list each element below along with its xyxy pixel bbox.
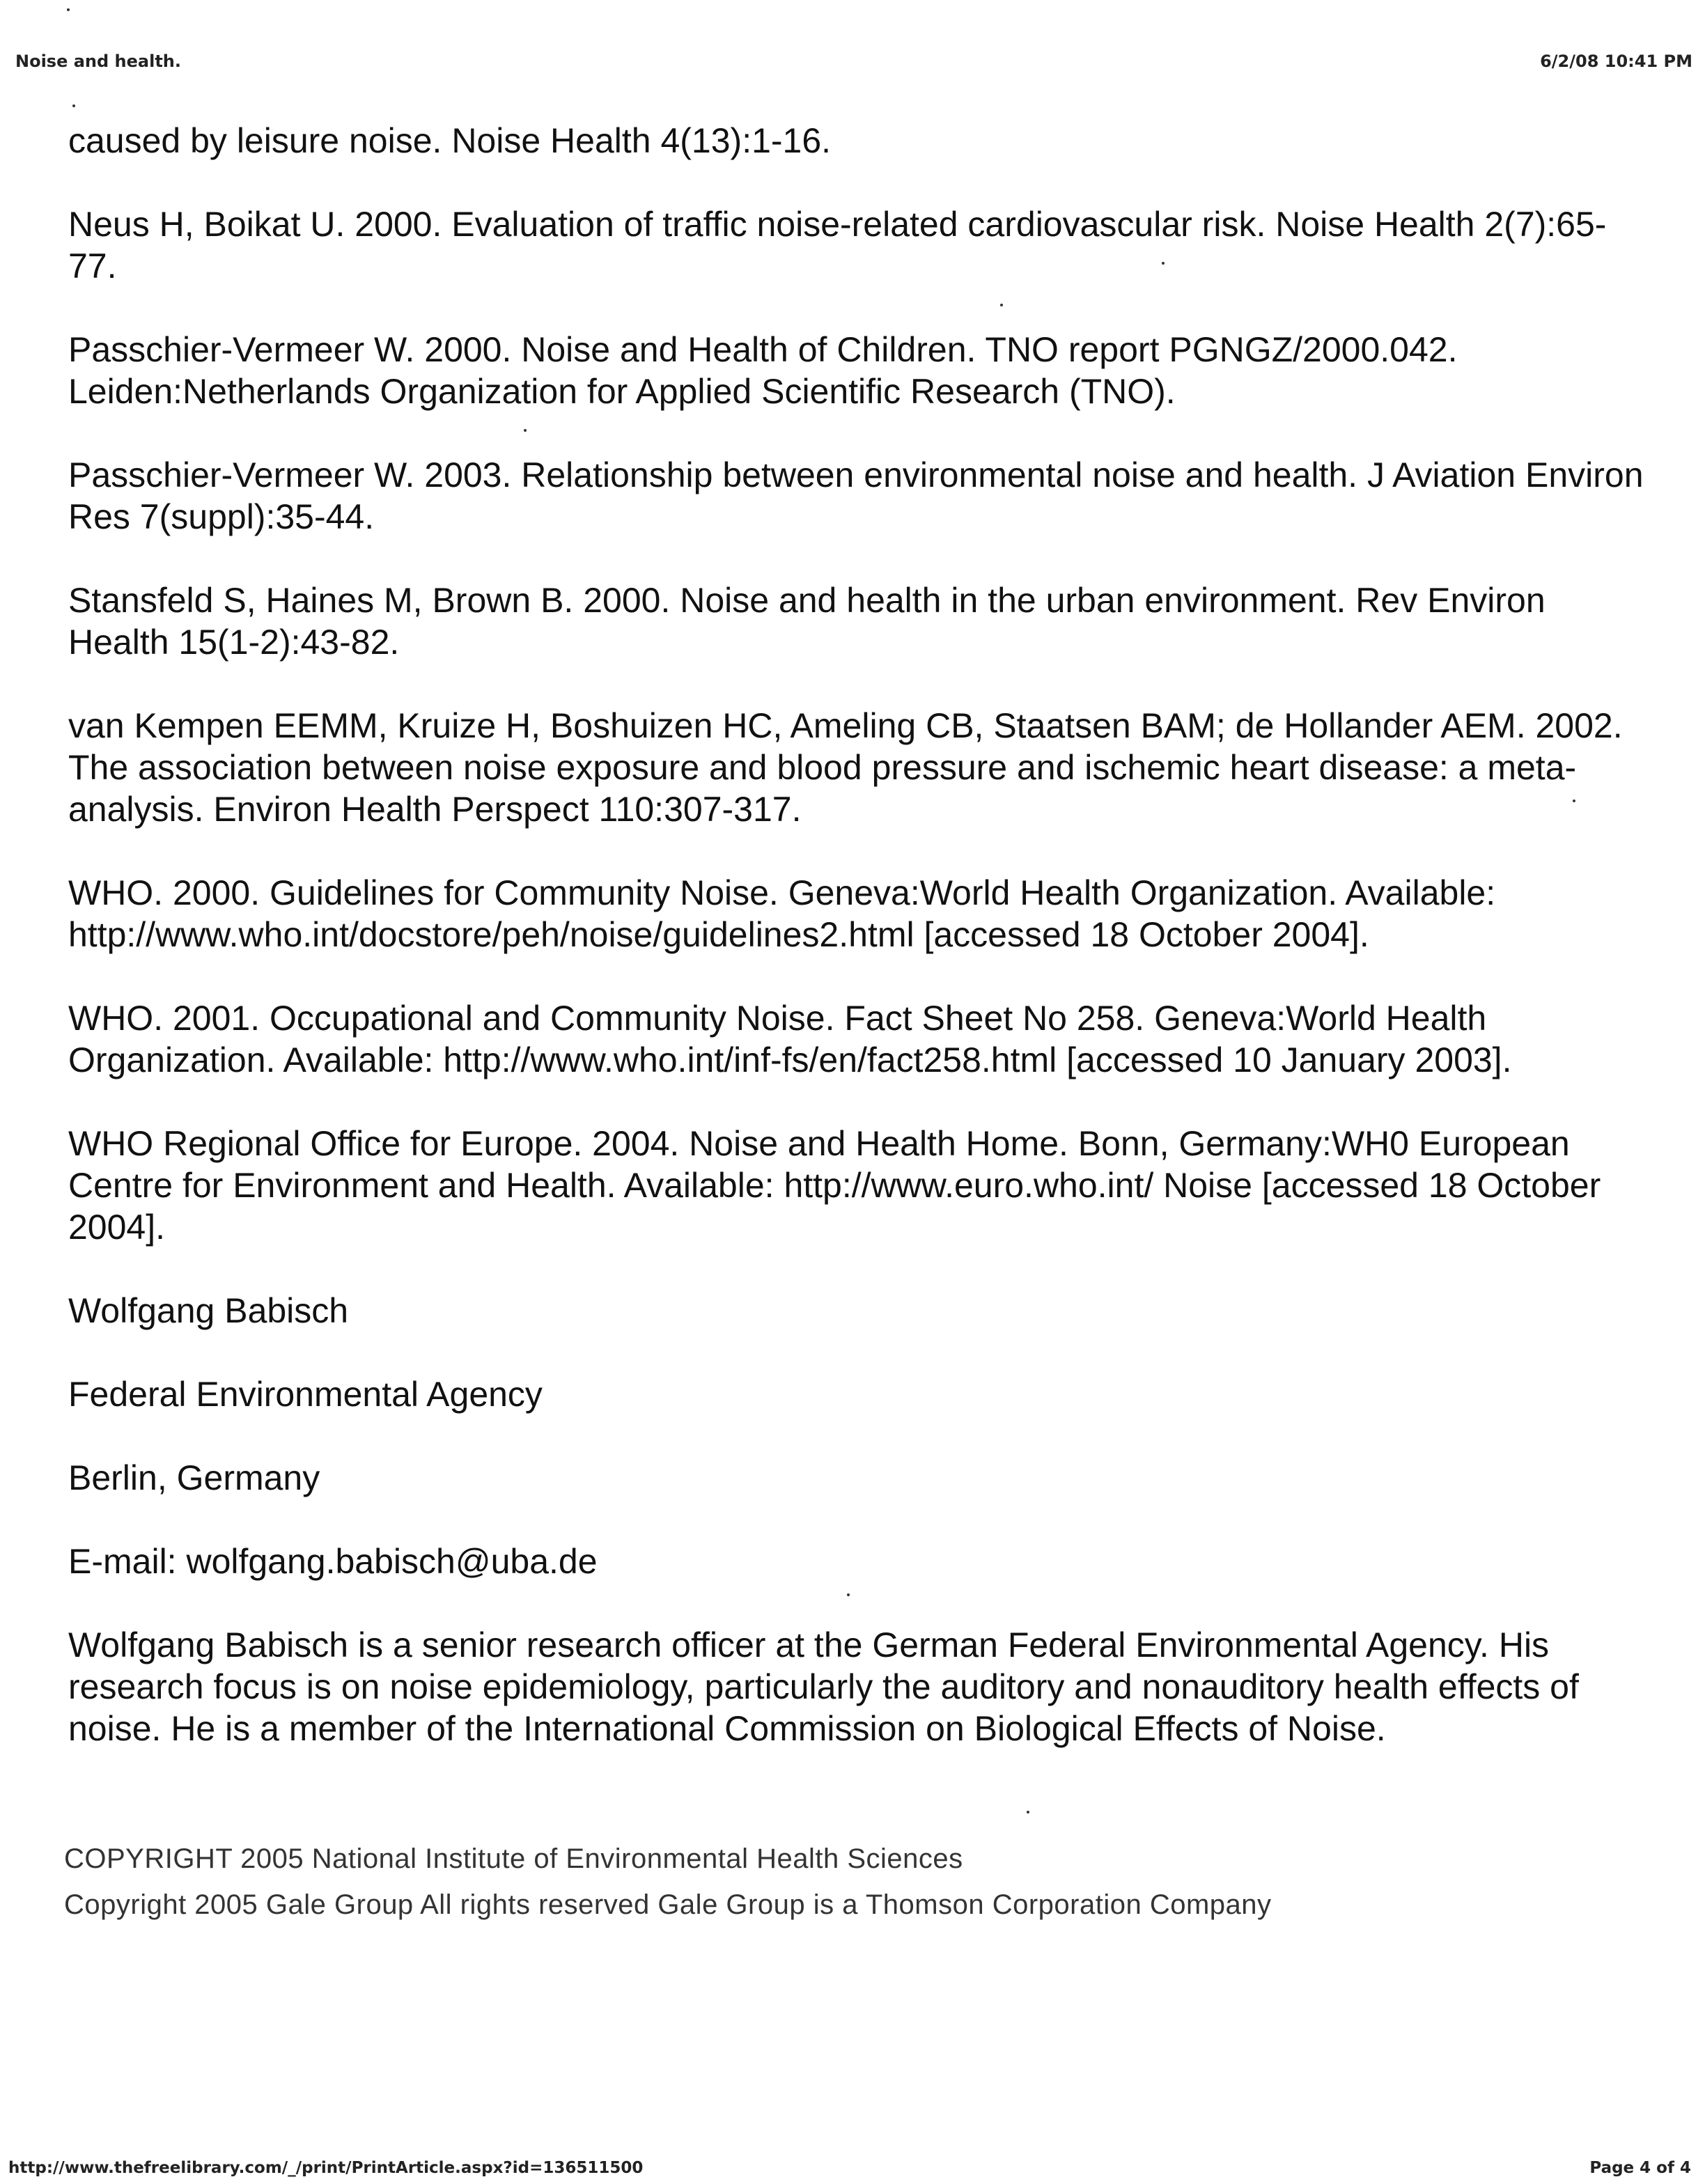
page-footer-url: http://www.thefreelibrary.com/_/print/PrintArticle.aspx?id=136511500 [8, 2159, 644, 2177]
reference-item: WHO. 2000. Guidelines for Community Noise. Geneva:World Health Organization. Available: http://www.who.int/docstore/peh/noise/guidelines2.html [accessed 18 October 2004]. [68, 873, 1496, 954]
author-bio: Wolfgang Babisch is a senior research officer at the German Federal Environmental Agency. His research focus is on noise epidemiology, particularly the auditory and nonauditory health effects of noise. He is a member of the International Commission on Biological Effects of Noise. [68, 1625, 1579, 1748]
scan-speck [1000, 304, 1003, 306]
page-footer-page-number: Page 4 of 4 [1589, 2159, 1691, 2177]
reference-item: Neus H, Boikat U. 2000. Evaluation of traffic noise-related cardiovascular risk. Noise Health 2(7):65-77. [68, 205, 1607, 286]
copyright-block [64, 1836, 1272, 1928]
copyright-line: COPYRIGHT 2005 National Institute of Environmental Health Sciences [64, 1843, 963, 1874]
scan-speck [524, 429, 527, 432]
article-body [68, 120, 1649, 1749]
scan-speck [67, 8, 70, 11]
reference-item: caused by leisure noise. Noise Health 4(13):1-16. [68, 121, 832, 160]
reference-item: WHO. 2001. Occupational and Community Noise. Fact Sheet No 258. Geneva:World Health Organization. Available: http://www.who.int/inf-fs/en/fact258.html [accessed 10 January 2003]. [68, 999, 1512, 1079]
scan-speck [847, 1593, 850, 1596]
reference-item: WHO Regional Office for Europe. 2004. Noise and Health Home. Bonn, Germany:WH0 European Centre for Environment and Health. Available: http://www.euro.who.int/ Noise [accessed 18 October 2004]. [68, 1124, 1601, 1247]
author-location: Berlin, Germany [68, 1458, 320, 1497]
author-affiliation: Federal Environmental Agency [68, 1375, 543, 1414]
reference-item: Passchier-Vermeer W. 2000. Noise and Health of Children. TNO report PGNGZ/2000.042. Leiden:Netherlands Organization for Applied Scientific Research (TNO). [68, 330, 1458, 411]
page-header-title: Noise and health. [15, 52, 181, 71]
scan-speck [1162, 262, 1165, 265]
author-name: Wolfgang Babisch [68, 1291, 349, 1330]
reference-item: Stansfeld S, Haines M, Brown B. 2000. Noise and health in the urban environment. Rev Environ Health 15(1-2):43-82. [68, 581, 1546, 662]
reference-item: van Kempen EEMM, Kruize H, Boshuizen HC, Ameling CB, Staatsen BAM; de Hollander AEM. 2002. The association between noise exposure and blood pressure and ischemic heart disease: a meta-analysis. Environ Health Perspect 110:307-317. [68, 706, 1623, 829]
copyright-line: Copyright 2005 Gale Group All rights reserved Gale Group is a Thomson Corporation Company [64, 1889, 1272, 1920]
author-email: E-mail: wolfgang.babisch@uba.de [68, 1542, 598, 1581]
scan-speck [72, 104, 75, 107]
scan-speck [1573, 800, 1575, 802]
reference-item: Passchier-Vermeer W. 2003. Relationship between environmental noise and health. J Aviation Environ Res 7(suppl):35-44. [68, 455, 1644, 536]
page-header-timestamp: 6/2/08 10:41 PM [1540, 52, 1692, 71]
scan-speck [1027, 1811, 1029, 1814]
